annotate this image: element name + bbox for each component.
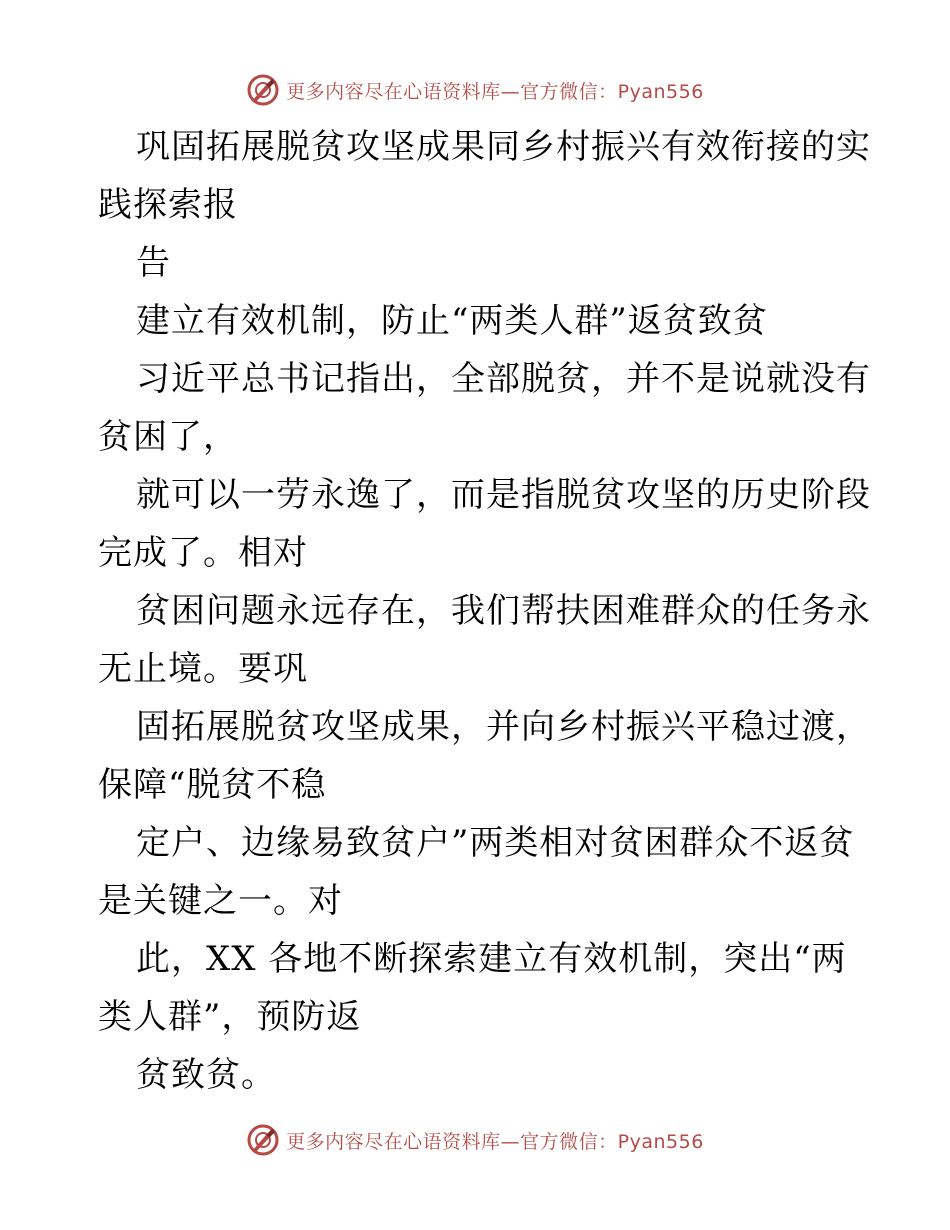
text-line: 建立有效机制，防止“两类人群”返贫致贫	[136, 301, 768, 341]
text-line: 贫困了，	[98, 417, 238, 457]
text-line: 定户、边缘易致贫户”两类相对贫困群众不返贫	[136, 823, 855, 863]
header-watermark	[0, 70, 950, 110]
text-line: 类人群”，预防返	[98, 997, 362, 1037]
text-line: 巩固拓展脱贫攻坚成果同乡村振兴有效衔接的实	[136, 127, 871, 167]
text-line: 习近平总书记指出，全部脱贫，并不是说就没有	[136, 359, 871, 399]
watermark-text: 更多内容尽在心语资料库—官方微信：Pyan556	[286, 80, 704, 103]
text-line: 贫困问题永远存在，我们帮扶困难群众的任务永	[136, 591, 871, 631]
text-line: 告	[136, 243, 171, 283]
text-line: 是关键之一。对	[98, 881, 343, 921]
pen-circle-logo-icon	[246, 73, 280, 107]
text-line: 完成了。相对	[98, 533, 308, 573]
text-line: 无止境。要巩	[98, 649, 308, 689]
text-line: 此，XX 各地不断探索建立有效机制，突出“两	[136, 939, 847, 979]
text-line: 践探索报	[98, 185, 238, 225]
document-body	[98, 118, 871, 1104]
text-line: 就可以一劳永逸了，而是指脱贫攻坚的历史阶段	[136, 475, 871, 515]
watermark-text: 更多内容尽在心语资料库—官方微信：Pyan556	[286, 1130, 704, 1153]
text-line: 固拓展脱贫攻坚成果，并向乡村振兴平稳过渡，	[136, 707, 871, 747]
footer-watermark	[0, 1120, 950, 1160]
text-line: 保障“脱贫不稳	[98, 765, 327, 805]
text-line: 贫致贫。	[136, 1055, 276, 1095]
pen-circle-logo-icon	[246, 1123, 280, 1157]
